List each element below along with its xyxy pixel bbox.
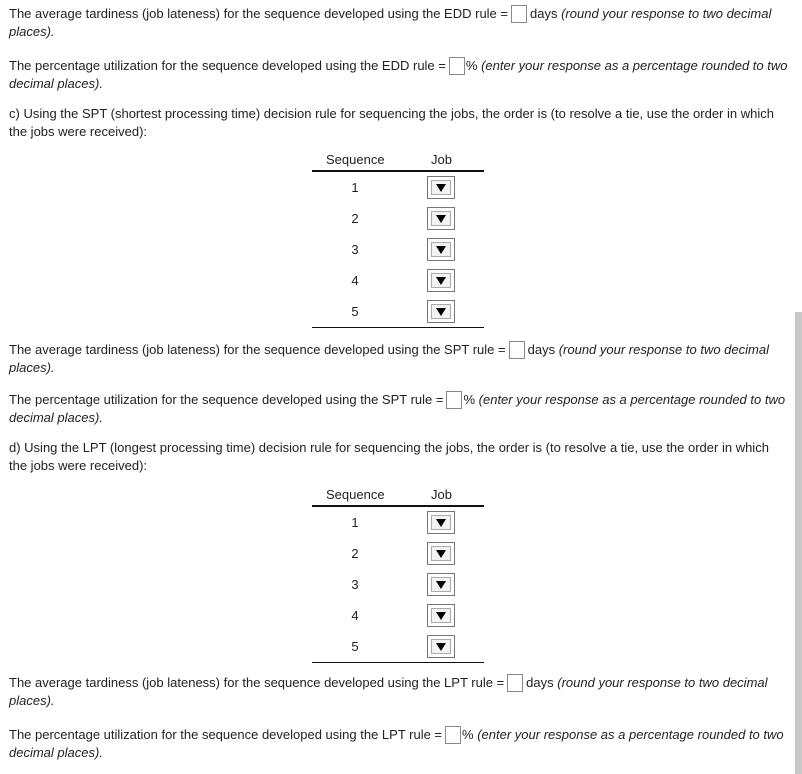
spt-tardiness-input[interactable]	[509, 341, 525, 359]
spt-sequence-table	[312, 151, 484, 328]
spt-question: c) Using the SPT (shortest processing time) decision rule for sequencing the jobs, the order is (to resolve a tie, use the order in which the jobs were received):	[9, 106, 774, 139]
lpt-utilization-hint: (enter your response as a percentage rounded to two decimal places).	[9, 727, 784, 760]
dropdown-arrow-icon	[436, 308, 446, 316]
job-select[interactable]	[427, 176, 455, 199]
dropdown-arrow-icon	[436, 246, 446, 254]
lpt-utilization-prompt	[9, 726, 789, 762]
dropdown-arrow-icon	[436, 550, 446, 558]
spt-tardiness-hint: (round your response to two decimal places).	[9, 342, 769, 375]
lpt-utilization-input[interactable]	[445, 726, 461, 744]
table-row	[312, 507, 484, 538]
edd-tardiness-prompt	[9, 5, 789, 41]
table-row	[312, 538, 484, 569]
table-row	[312, 172, 484, 203]
spt-table-header	[312, 151, 484, 172]
table-row	[312, 569, 484, 600]
spt-utilization-prompt	[9, 391, 789, 427]
sequence-number: 3	[351, 242, 359, 257]
vertical-scrollbar[interactable]	[795, 312, 802, 774]
dropdown-arrow-icon	[436, 612, 446, 620]
job-select[interactable]	[427, 238, 455, 261]
lpt-tardiness-unit: days	[526, 675, 554, 690]
edd-utilization-unit: %	[465, 58, 478, 73]
sequence-number: 5	[351, 304, 359, 319]
dropdown-arrow-icon	[436, 184, 446, 192]
dropdown-arrow-icon	[436, 519, 446, 527]
edd-tardiness-hint: (round your response to two decimal places).	[9, 6, 772, 39]
table-row	[312, 600, 484, 631]
spt-job-header: Job	[431, 152, 452, 167]
spt-utilization-input[interactable]	[446, 391, 462, 409]
sequence-number: 2	[351, 546, 359, 561]
spt-tardiness-label: The average tardiness (job lateness) for the sequence developed using the SPT rule =	[9, 342, 506, 357]
lpt-utilization-label: The percentage utilization for the sequence developed using the LPT rule =	[9, 727, 443, 742]
dropdown-arrow-icon	[436, 277, 446, 285]
dropdown-arrow-icon	[436, 581, 446, 589]
sequence-number: 5	[351, 639, 359, 654]
table-bottom-rule	[312, 662, 484, 663]
job-select[interactable]	[427, 542, 455, 565]
lpt-tardiness-label: The average tardiness (job lateness) for the sequence developed using the LPT rule =	[9, 675, 505, 690]
spt-utilization-unit: %	[463, 392, 476, 407]
job-select[interactable]	[427, 511, 455, 534]
sequence-number: 1	[351, 515, 359, 530]
lpt-sequence-table	[312, 486, 484, 663]
sequence-number: 2	[351, 211, 359, 226]
job-select[interactable]	[427, 269, 455, 292]
edd-utilization-prompt	[9, 57, 789, 93]
table-bottom-rule	[312, 327, 484, 328]
spt-utilization-hint: (enter your response as a percentage rounded to two decimal places).	[9, 392, 786, 425]
spt-utilization-label: The percentage utilization for the sequence developed using the SPT rule =	[9, 392, 444, 407]
table-row	[312, 265, 484, 296]
table-row	[312, 631, 484, 662]
edd-utilization-input[interactable]	[449, 57, 465, 75]
sequence-number: 4	[351, 273, 359, 288]
lpt-utilization-unit: %	[462, 727, 474, 742]
job-select[interactable]	[427, 300, 455, 323]
job-select[interactable]	[427, 604, 455, 627]
lpt-sequence-header: Sequence	[326, 487, 385, 502]
sequence-number: 4	[351, 608, 359, 623]
lpt-job-header: Job	[431, 487, 452, 502]
spt-tardiness-unit: days	[527, 342, 556, 357]
edd-utilization-hint: (enter your response as a percentage rounded to two decimal places).	[9, 58, 788, 91]
table-row	[312, 234, 484, 265]
edd-tardiness-unit: days	[530, 6, 558, 21]
spt-tardiness-prompt	[9, 341, 789, 377]
lpt-table-header	[312, 486, 484, 507]
dropdown-arrow-icon	[436, 215, 446, 223]
lpt-tardiness-input[interactable]	[507, 674, 523, 692]
lpt-tardiness-prompt	[9, 674, 789, 710]
table-row	[312, 203, 484, 234]
sequence-number: 3	[351, 577, 359, 592]
lpt-question: d) Using the LPT (longest processing time) decision rule for sequencing the jobs, the order is (to resolve a tie, use the order in which the jobs were received):	[9, 440, 769, 473]
edd-tardiness-label: The average tardiness (job lateness) for the sequence developed using the EDD rule =	[9, 6, 508, 21]
job-select[interactable]	[427, 207, 455, 230]
job-select[interactable]	[427, 635, 455, 658]
edd-tardiness-input[interactable]	[511, 5, 527, 23]
sequence-number: 1	[351, 180, 359, 195]
job-select[interactable]	[427, 573, 455, 596]
dropdown-arrow-icon	[436, 643, 446, 651]
table-row	[312, 296, 484, 327]
edd-utilization-label: The percentage utilization for the sequence developed using the EDD rule =	[9, 58, 446, 73]
lpt-tardiness-hint: (round your response to two decimal places).	[9, 675, 768, 708]
spt-sequence-header: Sequence	[326, 152, 385, 167]
